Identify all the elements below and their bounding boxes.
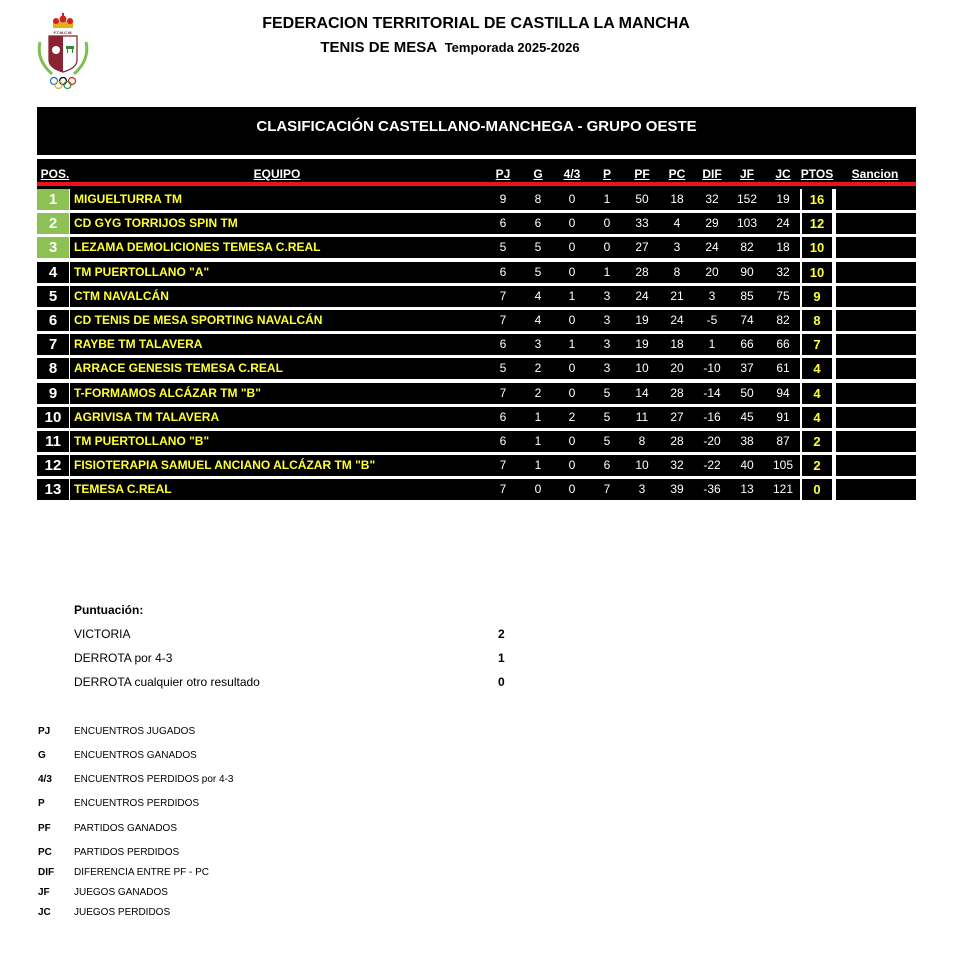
stat-pf: 50 xyxy=(635,192,649,206)
stat-c43: 0 xyxy=(568,458,576,473)
scoring-label: DERROTA cualquier otro resultado xyxy=(74,675,260,689)
stat-c43: 0 xyxy=(568,240,576,255)
table-row xyxy=(37,286,916,307)
stat-dif: -22 xyxy=(703,458,721,473)
team-name: LEZAMA DEMOLICIONES TEMESA C.REAL xyxy=(70,237,800,258)
stat-ptos: 2 xyxy=(800,455,834,476)
stat-jf: 66 xyxy=(740,337,754,352)
table-row xyxy=(37,358,916,379)
stat-pj: 7 xyxy=(499,458,507,473)
stat-pc: 18 xyxy=(670,337,684,352)
stat-pj: 6 xyxy=(499,337,507,352)
sport-title xyxy=(0,39,900,56)
sancion-cell xyxy=(836,383,916,404)
stat-dif: 24 xyxy=(705,240,719,255)
legend-key: PJ xyxy=(38,726,51,737)
stat-p: 0 xyxy=(603,216,611,231)
stat-jf: 40 xyxy=(740,458,754,473)
table-row xyxy=(37,431,916,452)
scoring-heading: Puntuación: xyxy=(74,603,144,617)
legend-desc: ENCUENTROS JUGADOS xyxy=(74,726,196,737)
stat-c43: 0 xyxy=(568,216,576,231)
col-ptos: PTOS xyxy=(800,167,834,181)
position-cell: 5 xyxy=(37,286,69,307)
legend-key: 4/3 xyxy=(38,774,52,785)
sancion-cell xyxy=(836,479,916,500)
table-title: CLASIFICACIÓN CASTELLANO-MANCHEGA - GRUPO OESTE xyxy=(37,107,916,155)
stat-jf: 38 xyxy=(740,434,754,448)
stat-c43: 0 xyxy=(568,385,576,400)
stat-g: 3 xyxy=(534,337,542,352)
stat-g: 2 xyxy=(534,361,542,376)
stat-p: 5 xyxy=(603,434,611,448)
stat-c43: 0 xyxy=(568,192,576,206)
stat-p: 1 xyxy=(603,192,611,206)
stat-jc: 18 xyxy=(776,240,790,255)
stat-pc: 4 xyxy=(673,216,681,231)
stat-jf: 82 xyxy=(740,240,754,255)
stat-p: 7 xyxy=(603,482,611,497)
stat-pf: 10 xyxy=(635,361,649,376)
sancion-cell xyxy=(836,431,916,452)
stat-pf: 3 xyxy=(638,482,646,497)
position-cell: 13 xyxy=(37,479,69,500)
position-cell: 6 xyxy=(37,310,69,331)
stat-jf: 45 xyxy=(740,409,754,424)
team-name: RAYBE TM TALAVERA xyxy=(70,334,800,355)
stat-p: 5 xyxy=(603,409,611,424)
col-g: G xyxy=(533,167,543,181)
team-name: ARRACE GENESIS TEMESA C.REAL xyxy=(70,358,800,379)
stat-dif: 32 xyxy=(705,192,719,206)
team-name: AGRIVISA TM TALAVERA xyxy=(70,407,800,428)
table-row xyxy=(37,334,916,355)
stat-pj: 9 xyxy=(499,192,507,206)
table-row xyxy=(37,237,916,258)
position-cell: 9 xyxy=(37,383,69,404)
sancion-cell xyxy=(836,334,916,355)
stat-pj: 6 xyxy=(499,216,507,231)
position-cell: 4 xyxy=(37,262,69,283)
stat-jf: 90 xyxy=(740,264,754,279)
stat-pj: 7 xyxy=(499,313,507,327)
header-separator xyxy=(37,182,916,186)
col-pos: POS. xyxy=(40,167,70,181)
stat-jc: 66 xyxy=(776,337,790,352)
sancion-cell xyxy=(836,262,916,283)
team-name: T-FORMAMOS ALCÁZAR TM "B" xyxy=(70,383,800,404)
col-pf: PF xyxy=(634,167,650,181)
position-cell: 11 xyxy=(37,431,69,452)
stat-p: 0 xyxy=(603,240,611,255)
stat-pc: 18 xyxy=(670,192,684,206)
position-cell: 12 xyxy=(37,455,69,476)
stat-p: 3 xyxy=(603,288,611,303)
stat-pf: 27 xyxy=(635,240,649,255)
stat-ptos: 16 xyxy=(800,189,834,210)
position-cell: 8 xyxy=(37,358,69,379)
stat-jc: 87 xyxy=(776,434,790,448)
stat-dif: 29 xyxy=(705,216,719,231)
col-pc: PC xyxy=(668,167,686,181)
stat-pc: 21 xyxy=(670,288,684,303)
stat-jf: 152 xyxy=(736,192,758,206)
sancion-cell xyxy=(836,310,916,331)
position-cell: 1 xyxy=(37,189,69,210)
legend-key: P xyxy=(38,798,45,809)
stat-pj: 7 xyxy=(499,288,507,303)
sancion-cell xyxy=(836,286,916,307)
legend-key: G xyxy=(38,750,46,761)
stat-ptos: 0 xyxy=(800,479,834,500)
stat-p: 1 xyxy=(603,264,611,279)
scoring-value: 0 xyxy=(498,675,505,689)
table-row xyxy=(37,189,916,210)
stat-g: 5 xyxy=(534,264,542,279)
stat-pf: 24 xyxy=(635,288,649,303)
scoring-value: 1 xyxy=(498,651,505,665)
stat-jf: 13 xyxy=(740,482,754,497)
team-name: TM PUERTOLLANO "B" xyxy=(70,431,800,452)
stat-ptos: 2 xyxy=(800,431,834,452)
stat-jf: 50 xyxy=(740,385,754,400)
stat-g: 1 xyxy=(534,409,542,424)
stat-g: 2 xyxy=(534,385,542,400)
position-cell: 10 xyxy=(37,407,69,428)
stat-p: 3 xyxy=(603,361,611,376)
legend-key: PF xyxy=(38,823,51,834)
stat-pf: 19 xyxy=(635,337,649,352)
stat-pj: 6 xyxy=(499,434,507,448)
stat-ptos: 12 xyxy=(800,213,834,234)
col-pj: PJ xyxy=(495,167,511,181)
stat-jc: 82 xyxy=(776,313,790,327)
stat-g: 4 xyxy=(534,313,542,327)
stat-ptos: 4 xyxy=(800,383,834,404)
stat-g: 8 xyxy=(534,192,542,206)
legend-key: JF xyxy=(38,887,50,898)
legend-desc: PARTIDOS PERDIDOS xyxy=(74,847,180,858)
position-cell: 2 xyxy=(37,213,69,234)
stat-pf: 14 xyxy=(635,385,649,400)
stat-pc: 28 xyxy=(670,434,684,448)
sport-name: TENIS DE MESA xyxy=(320,39,437,56)
legend-desc: ENCUENTROS GANADOS xyxy=(74,750,197,761)
team-name: CTM NAVALCÁN xyxy=(70,286,800,307)
stat-dif: -14 xyxy=(703,385,721,400)
sancion-cell xyxy=(836,358,916,379)
stat-jf: 103 xyxy=(736,216,758,231)
stat-g: 6 xyxy=(534,216,542,231)
col-sancion: Sancion xyxy=(851,167,899,181)
sancion-cell xyxy=(836,237,916,258)
team-name: CD GYG TORRIJOS SPIN TM xyxy=(70,213,800,234)
legend-desc: PARTIDOS GANADOS xyxy=(74,823,177,834)
sancion-cell xyxy=(836,189,916,210)
stat-dif: -20 xyxy=(703,434,721,448)
stat-ptos: 9 xyxy=(800,286,834,307)
legend-desc: ENCUENTROS PERDIDOS por 4-3 xyxy=(74,774,234,785)
stat-pc: 32 xyxy=(670,458,684,473)
stat-pf: 11 xyxy=(635,409,649,424)
stat-jf: 85 xyxy=(740,288,754,303)
svg-text:F.T.M.C.M.: F.T.M.C.M. xyxy=(53,30,73,35)
table-row xyxy=(37,407,916,428)
table-row xyxy=(37,455,916,476)
stat-c43: 1 xyxy=(568,337,576,352)
stat-pf: 10 xyxy=(635,458,649,473)
legend-key: PC xyxy=(38,847,52,858)
stat-pc: 8 xyxy=(673,264,681,279)
stat-c43: 0 xyxy=(568,434,576,448)
scoring-label: DERROTA por 4-3 xyxy=(74,651,173,665)
stat-g: 4 xyxy=(534,288,542,303)
stat-ptos: 10 xyxy=(800,237,834,258)
legend-key: DIF xyxy=(38,867,55,878)
stat-ptos: 7 xyxy=(800,334,834,355)
stat-jc: 105 xyxy=(772,458,794,473)
stat-pf: 28 xyxy=(635,264,649,279)
col-jf: JF xyxy=(739,167,754,181)
legend-desc: JUEGOS PERDIDOS xyxy=(74,907,171,918)
stat-pj: 5 xyxy=(499,240,507,255)
stat-pj: 7 xyxy=(499,385,507,400)
col-equipo: EQUIPO xyxy=(253,167,301,181)
stat-pf: 33 xyxy=(635,216,649,231)
stat-dif: -5 xyxy=(706,313,718,327)
stat-ptos: 4 xyxy=(800,407,834,428)
team-name: FISIOTERAPIA SAMUEL ANCIANO ALCÁZAR TM "B" xyxy=(70,455,800,476)
stat-jc: 61 xyxy=(776,361,790,376)
team-name: TM PUERTOLLANO "A" xyxy=(70,262,800,283)
col-dif: DIF xyxy=(702,167,722,181)
stat-g: 1 xyxy=(534,458,542,473)
stat-pj: 7 xyxy=(499,482,507,497)
stat-jc: 24 xyxy=(776,216,790,231)
stat-p: 3 xyxy=(603,337,611,352)
table-row xyxy=(37,383,916,404)
stat-jf: 37 xyxy=(740,361,754,376)
stat-pj: 6 xyxy=(499,409,507,424)
col-jc: JC xyxy=(775,167,791,181)
table-row xyxy=(37,310,916,331)
stat-g: 0 xyxy=(534,482,542,497)
stat-dif: 20 xyxy=(705,264,719,279)
stat-p: 3 xyxy=(603,313,611,327)
sancion-cell xyxy=(836,213,916,234)
stat-c43: 0 xyxy=(568,361,576,376)
sancion-cell xyxy=(836,407,916,428)
standings-table xyxy=(37,107,916,501)
legend-desc: ENCUENTROS PERDIDOS xyxy=(74,798,200,809)
scoring-label: VICTORIA xyxy=(74,627,131,641)
sancion-cell xyxy=(836,455,916,476)
stat-pj: 6 xyxy=(499,264,507,279)
stat-ptos: 8 xyxy=(800,310,834,331)
stat-pc: 39 xyxy=(670,482,684,497)
legend-key: JC xyxy=(38,907,51,918)
stat-jc: 75 xyxy=(776,288,790,303)
stat-c43: 1 xyxy=(568,288,576,303)
stat-dif: -36 xyxy=(703,482,721,497)
team-name: MIGUELTURRA TM xyxy=(70,189,800,210)
position-cell: 7 xyxy=(37,334,69,355)
team-name: TEMESA C.REAL xyxy=(70,479,800,500)
olympic-rings-icon xyxy=(51,78,76,89)
stat-jc: 121 xyxy=(772,482,794,497)
table-row xyxy=(37,479,916,500)
team-name: CD TENIS DE MESA SPORTING NAVALCÁN xyxy=(70,310,800,331)
legend-desc: DIFERENCIA ENTRE PF - PC xyxy=(74,867,210,878)
stat-dif: -16 xyxy=(703,409,721,424)
stat-jc: 94 xyxy=(776,385,790,400)
stat-p: 6 xyxy=(603,458,611,473)
stat-c43: 0 xyxy=(568,482,576,497)
position-cell: 3 xyxy=(37,237,69,258)
stat-pc: 24 xyxy=(670,313,684,327)
scoring-value: 2 xyxy=(498,627,505,641)
stat-ptos: 10 xyxy=(800,262,834,283)
stat-dif: 3 xyxy=(708,288,716,303)
stat-jc: 91 xyxy=(776,409,790,424)
stat-jf: 74 xyxy=(740,313,754,327)
col-p: P xyxy=(602,167,611,181)
stat-pc: 28 xyxy=(670,385,684,400)
col-43: 4/3 xyxy=(563,167,581,181)
stat-dif: -10 xyxy=(703,361,721,376)
table-row xyxy=(37,213,916,234)
stat-dif: 1 xyxy=(708,337,716,352)
stat-jc: 32 xyxy=(776,264,790,279)
stat-c43: 0 xyxy=(568,264,576,279)
stat-pj: 5 xyxy=(499,361,507,376)
federation-title: FEDERACION TERRITORIAL DE CASTILLA LA MANCHA xyxy=(262,15,690,32)
stat-g: 5 xyxy=(534,240,542,255)
stat-pc: 20 xyxy=(670,361,684,376)
stat-c43: 2 xyxy=(568,409,576,424)
legend-desc: JUEGOS GANADOS xyxy=(74,887,168,898)
stat-pc: 3 xyxy=(673,240,681,255)
stat-pc: 27 xyxy=(670,409,684,424)
stat-pf: 8 xyxy=(638,434,646,448)
stat-g: 1 xyxy=(534,434,542,448)
stat-c43: 0 xyxy=(568,313,576,327)
stat-pf: 19 xyxy=(635,313,649,327)
stat-p: 5 xyxy=(603,385,611,400)
stat-jc: 19 xyxy=(776,192,790,206)
stat-ptos: 4 xyxy=(800,358,834,379)
season-label: Temporada 2025-2026 xyxy=(444,40,580,55)
table-row xyxy=(37,262,916,283)
